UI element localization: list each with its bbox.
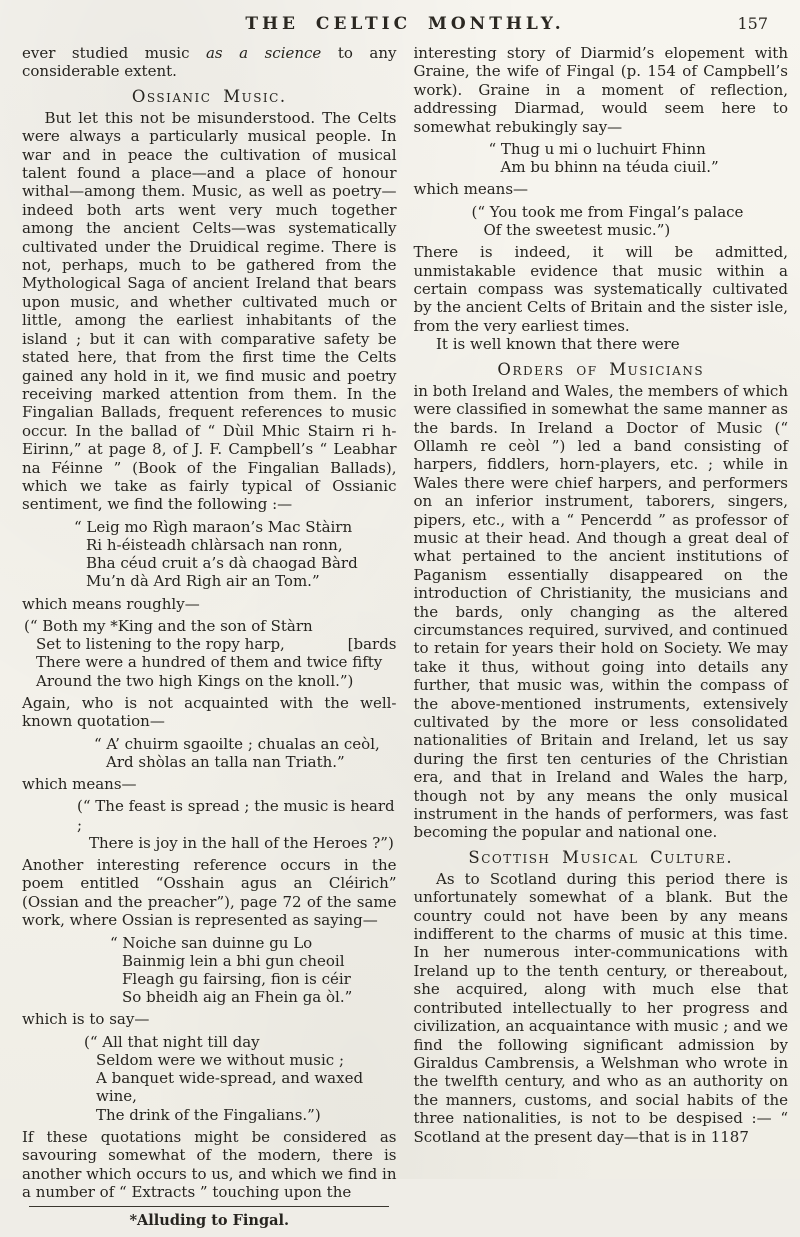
section-heading-ossianic-music: Ossianic Music. <box>131 86 287 106</box>
verse-gaelic-leig-mo-righ <box>74 518 397 591</box>
paragraph-well-known: It is well known that there were <box>436 335 680 354</box>
journal-title: THE CELTIC MONTHLY. <box>245 14 565 34</box>
paragraph-continuation <box>22 44 397 81</box>
section-heading-orders-of-musicians: Orders of Musicians <box>497 359 705 379</box>
verse-line <box>24 635 397 653</box>
text-run: ever studied music <box>22 44 206 62</box>
verse-gaelic-thug-u-mi <box>489 140 789 176</box>
verse-gaelic-noiche <box>110 934 397 1007</box>
section-heading-scottish-musical-culture: Scottish Musical Culture. <box>468 847 734 867</box>
verse-line: (“ Both my *King and the son of Stàrn <box>24 616 313 635</box>
page-header <box>22 8 788 44</box>
verse-line: “ Thug u mi o luchuirt Fhinn <box>488 140 706 159</box>
verse-line: Am bu bhinn na téuda ciuil.” <box>500 158 719 177</box>
paragraph-which-means-right: which means— <box>413 180 529 199</box>
verse-line: Bainmig lein a bhi gun cheoil <box>122 951 345 970</box>
verse-translation-both-my-king <box>24 617 397 690</box>
verse-line: (“ The feast is spread ; the music is heard ; <box>77 797 395 834</box>
verse-line: (“ All that night till day <box>84 1032 260 1051</box>
paragraph-orders-of-musicians: in both Ireland and Wales, the members of which were classified in somewhat the same manner as the bards. In Ireland a Doctor of Music (“ Ollamh re ceòl ”) led a band consisting of harpers, fiddlers, horn-players, etc. ; while in Wales there were chief harpers, and performers on an inferior instrument, taborers, singers, pipers, etc., with a “ Pencerdd ” as professor of music at their head. And though a great deal of what pertained to the ancient institutions of Paganism essentially disappeared on the introduction of Christianity, the musicians and the bards, only changing as the altered circumstances required, survived, and continued to retain for years their hold on Society. We may take it thus, without going into details any further, that music was, within the compass of the above-mentioned instruments, extensively cultivated by the more or less consolidated nationalities of Britain and Ireland, let us say during the first ten centuries of the Christian era, and that in Ireland and Wales the harp, though not by any means the only musical instrument in the hands of performers, was fast becoming the popular and national one. <box>413 381 788 842</box>
two-column-layout <box>22 44 788 1229</box>
verse-line: Seldom were we without music ; <box>96 1051 345 1070</box>
verse-translation-all-night <box>84 1033 397 1124</box>
paragraph-diarmid-elopement: interesting story of Diarmid’s elopement with Graine, the wife of Fingal (p. 154 of Campbell’s work). Graine in a moment of reflection, addressing Diarmad, would seem here to somewhat rebukingly say— <box>413 44 788 136</box>
verse-gaelic-a-chuirm <box>94 735 397 771</box>
verse-line: Mu’n dà Ard Righ air an Tom.” <box>86 572 320 591</box>
verse-line: “ A’ chuirm sgaoilte ; chualas an ceòl, <box>94 734 380 753</box>
verse-line: (“ You took me from Fingal’s palace <box>471 202 744 221</box>
footnote-rule <box>29 1206 389 1207</box>
paragraph-which-means: which means— <box>22 775 137 793</box>
verse-line: Around the two high Kings on the knoll.”) <box>36 671 354 690</box>
verse-line: There were a hundred of them and twice fifty <box>36 653 383 672</box>
text-run: to any considerable extent. <box>22 44 397 81</box>
right-column <box>414 44 789 1175</box>
verse-translation-you-took-me <box>472 203 789 239</box>
footnote-text: *Alluding to Fingal. <box>129 1211 290 1229</box>
paragraph-again-quotation: Again, who is not acquainted with the well-known quotation— <box>22 693 397 731</box>
paragraph-celts-musical: But let this not be misunderstood. The Celts were always a particularly musical people. In war and in peace the cultivation of musical talent found a place—and a place of honour withal—among them. Music, as well as poetry—indeed both arts went very much together among the ancient Celts—was systematically cultivated under the Druidical regime. There is not, perhaps, much to be gathered from the Mythological Saga of ancient Ireland that bears upon music, and whether cultivated much or little, among the earliest inhabitants of the island ; but it can with comparative safety be stated here, that from the first time the Celts gained any hold in it, we find music and poetry receiving marked attention from them. In the Fingalian Ballads, frequent references to music occur. In the ballad of “ Dùil Mhic Stairn ri h-Eirinn,” at page 8, of J. F. Campbell’s “ Leabhar na Féinne ” (Book of the Fingalian Ballads), which we take as fairly typical of Ossianic sentiment, we find the following :— <box>22 108 397 514</box>
verse-line: “ Noiche san duinne gu Lo <box>110 933 313 952</box>
paragraph-which-is-to-say: which is to say— <box>22 1010 150 1029</box>
verse-line: A banquet wide-spread, and waxed wine, <box>96 1069 364 1106</box>
verse-line: Ard shòlas an talla nan Triath.” <box>106 752 345 771</box>
left-column <box>22 44 397 1229</box>
footnote <box>22 1202 397 1237</box>
paragraph-which-means-roughly: which means roughly— <box>22 594 200 613</box>
page-number: 157 <box>737 14 768 33</box>
margin-note-bards: [bards <box>347 635 397 654</box>
paragraph-unmistakable-evidence: There is indeed, it will be admitted, unmistakable evidence that music within a certain compass was systematically cultivated by the ancient Celts of Britain and the sister isle, from the very earliest times. <box>413 243 788 335</box>
verse-line: Bha céud cruit a’s dà chaogad Bàrd <box>86 554 358 573</box>
verse-line: So bheidh aig an Fhein ga òl.” <box>122 988 353 1007</box>
paragraph-scotland-period: As to Scotland during this period there is unfortunately somewhat of a blank. But the country could not have been by any means indifferent to the charms of music at this time. In her numerous inter-communications with Ireland up to the tenth century, or thereabout, she acquired, along with much else that contributed intellectually to her progress and civilization, an acquaintance with music ; and we find the following significant admission by Giraldus Cambrensis, a Welshman who wrote in the twelfth century, and who as an authority on the manners, customs, and social habits of the three nationalities, is not to be despised :— “ Scotland at the present day—that is in 1187 <box>413 869 788 1146</box>
verse-line: Fleagh gu fairsing, fion is céir <box>122 970 351 989</box>
paragraph-if-these-quotations: If these quotations might be considered as savouring somewhat of the modern, there is another which occurs to us, and which we find in a number of “ Extracts ” touching upon the <box>22 1127 397 1202</box>
verse-translation-feast <box>77 797 397 852</box>
verse-line: The drink of the Fingalians.”) <box>96 1105 321 1124</box>
italic-phrase: as a science <box>205 44 322 62</box>
verse-line: Ri h-éisteadh chlàrsach nan ronn, <box>86 535 343 554</box>
verse-line: “ Leig mo Rìgh maraon’s Mac Stàirn <box>74 517 353 536</box>
verse-line-text: Set to listening to the ropy harp, <box>36 635 285 654</box>
verse-line: Of the sweetest music.”) <box>483 221 671 240</box>
paragraph-another-reference: Another interesting reference occurs in the poem entitled “Osshain agus an Cléirich” (Ossian and the preacher”), page 72 of the same work, where Ossian is represented as saying— <box>22 856 397 930</box>
verse-line: There is joy in the hall of the Heroes ?”) <box>89 833 394 852</box>
